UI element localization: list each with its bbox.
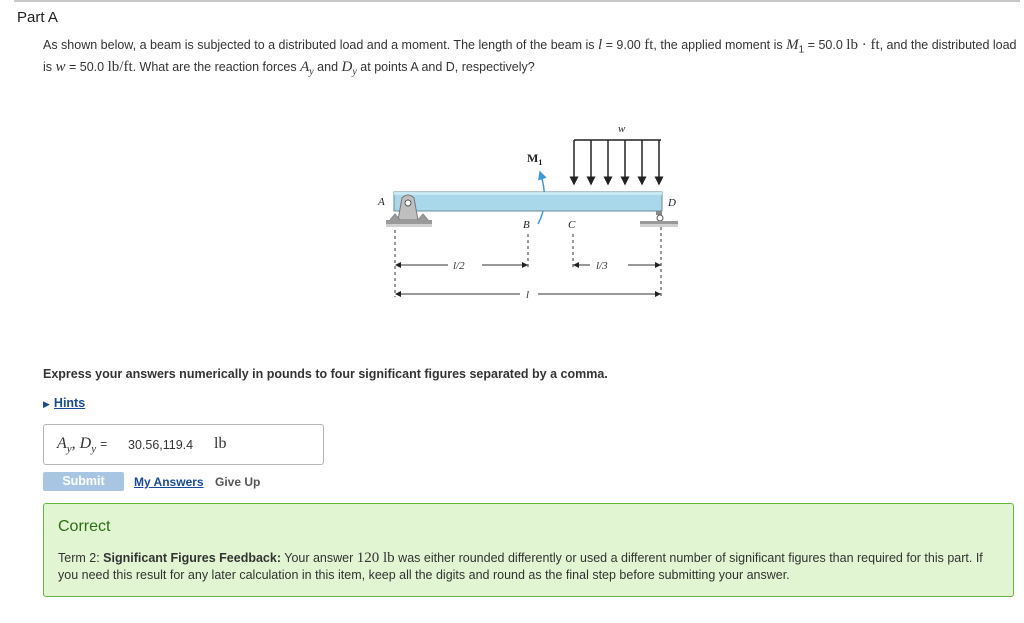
hints-link[interactable]: Hints (53, 396, 86, 410)
answer-input-value[interactable]: 30.56,119.4 (128, 438, 194, 452)
answer-label: $A_y$, $D_y$ = (57, 435, 108, 456)
moment-label: $M_1$ (527, 151, 543, 167)
answer-unit: lb (214, 435, 227, 452)
beam-diagram (360, 112, 690, 317)
question-text: As shown below, a beam is subjected to a distributed load and a moment. The length of the beam is l = 9.00 ft, the applied moment is $M_1 = 50.0$ lb · ft, and the distributed load is w = 50.0 lb/ft. What are the reaction forces $A_y$ and $D_y$ at points A and D, respectively? (43, 37, 1017, 77)
answer-box[interactable] (43, 424, 324, 465)
label-b: B (523, 219, 530, 231)
instruction-text: Express your answers numerically in pounds to four significant figures separated by a comma. (43, 367, 608, 381)
feedback-panel (43, 503, 1014, 597)
dimension-lines (395, 227, 661, 297)
my-answers-link[interactable]: My Answers (134, 475, 204, 489)
feedback-text: Term 2: Significant Figures Feedback: Your answer 120 lb was either rounded differently or used a different number of significant figures than required for this part. If you need this result for any later calculation in this item, keep all the digits and round as the final step before submitting your answer. (58, 550, 983, 582)
distributed-load-arrows (574, 140, 661, 184)
dim-l-half-label: l/2 (453, 260, 465, 272)
roller-support-d (640, 211, 678, 227)
top-divider (14, 0, 1020, 2)
label-c: C (568, 219, 576, 231)
beam-diagram-svg (360, 112, 690, 312)
dim-l-third-label: l/3 (596, 260, 608, 272)
caret-right-icon: ▶ (43, 399, 50, 409)
submit-button[interactable]: Submit (43, 472, 124, 491)
give-up-button[interactable]: Give Up (215, 475, 261, 489)
load-label-w: w (618, 123, 626, 135)
hints-toggle[interactable] (43, 396, 85, 410)
dim-l-label: l (526, 289, 530, 301)
label-a: A (378, 196, 385, 208)
part-title: Part A (17, 9, 58, 26)
label-d: D (668, 197, 676, 209)
feedback-title: Correct (58, 518, 111, 535)
